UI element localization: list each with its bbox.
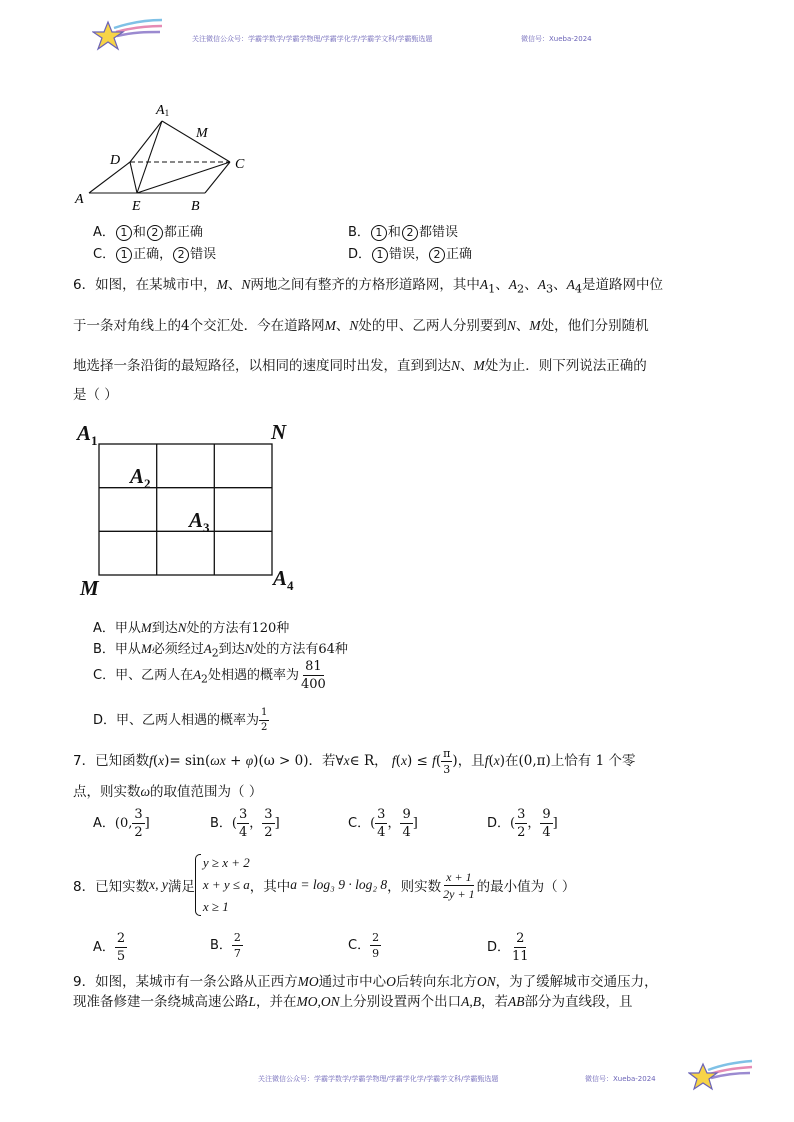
star-logo-header <box>92 16 164 56</box>
q9-line1: 9．如图，某城市有一条公路从正西方MO通过市中心O后转向东北方ON，为了缓解城市交通压力， <box>73 974 658 990</box>
q6-option-a[interactable]: A．甲从M到达N处的方法有120种 <box>93 620 290 636</box>
q5-option-b[interactable]: B． 1 和 2 都错误 <box>348 225 458 240</box>
q6-line1: 6．如图，在某城市中，M、N两地之间有整齐的方格形道路网，其中$A_1$、$A_2$、$A_3$、$A_4$是道路网中位 <box>73 277 664 296</box>
grid-label-M: M <box>80 576 99 600</box>
footer-wechat: 微信号：Xueba-2024 <box>585 1075 656 1083</box>
footer-text: 关注微信公众号：学霸学数学/学霸学物理/学霸学化学/学霸学文科/学霸甄选题 <box>258 1075 499 1083</box>
q7-option-d[interactable]: D．( $\frac{3}{2}$ ， $\frac{9}{4}$ ] <box>487 807 558 840</box>
label-D: D <box>110 153 121 168</box>
constraint-system: y ≥ x + 2 x + y ≤ a x ≥ 1 <box>195 852 250 918</box>
q5-option-c[interactable]: C． 1 正确， 2 错误 <box>93 247 217 262</box>
q8-option-d[interactable]: D． $\frac{2}{11}$ <box>487 931 529 964</box>
road-grid-figure <box>98 443 274 577</box>
label-A: A <box>75 192 84 207</box>
header-wechat: 微信号：Xueba-2024 <box>521 35 592 43</box>
fraction-1-2: $\frac{1}{2}$ <box>261 707 268 733</box>
label-M: M <box>196 126 208 141</box>
grid-label-A1: $A_1$ <box>77 421 98 449</box>
q8-stem: 8． 已知实数 x, y 满足 y ≥ x + 2 x + y ≤ a x ≥ 1 ，其中 a = log₃ 9 · log₂ 8 ，则实数 $\frac{x + 1}{2y + 1}$ 的最小值为（ ） <box>73 852 575 918</box>
q7-line2: 点，则实数ω的取值范围为（ ） <box>73 784 263 800</box>
q7-line1: 7．已知函数f(x)= sin(ωx + φ)(ω > 0)．若∀x∈ R， f(x) ≤ f( $\frac{\pi}{3}$ )，且f(x)在(0,π)上恰有 1 个零 <box>73 747 636 776</box>
q5-option-a[interactable]: A． 1 和 2 都正确 <box>93 225 203 240</box>
label-A1: A1 <box>156 103 170 118</box>
pyramid-figure <box>70 100 260 215</box>
q9-line2: 现准备修建一条绕城高速公路L，并在MO,ON上分别设置两个出口A,B，若AB部分为直线段，且 <box>73 994 633 1010</box>
q6-option-b[interactable]: B．甲从M必须经过$A_2$到达N处的方法有64种 <box>93 641 348 660</box>
fraction-81-400: $\frac{81}{400}$ <box>300 659 326 692</box>
q5-option-d[interactable]: D． 1 错误， 2 正确 <box>348 247 473 262</box>
q8-option-c[interactable]: C． $\frac{2}{9}$ <box>348 931 380 960</box>
q6-line4: 是（ ） <box>73 387 118 403</box>
q6-option-d[interactable]: D．甲、乙两人相遇的概率为 $\frac{1}{2}$ <box>93 707 268 733</box>
q6-line3: 地选择一条沿街的最短路径，以相同的速度同时出发，直到到达N、M处为止．则下列说法正确的 <box>73 358 647 374</box>
grid-label-N: N <box>271 420 287 444</box>
label-E: E <box>132 199 141 214</box>
q7-option-c[interactable]: C．( $\frac{3}{4}$ ， $\frac{9}{4}$ ] <box>348 807 418 840</box>
grid-label-A4: $A_4$ <box>273 566 294 594</box>
q6-line2: 于一条对角线上的4个交汇处．今在道路网M、N处的甲、乙两人分别要到N、M处，他们分别随机 <box>73 318 649 334</box>
q6-option-c[interactable]: C．甲、乙两人在$A_2$处相遇的概率为 $\frac{81}{400}$ <box>93 659 326 692</box>
label-C: C <box>235 157 245 172</box>
q7-option-b[interactable]: B．( $\frac{3}{4}$ ， $\frac{3}{2}$ ] <box>210 807 280 840</box>
star-logo-footer <box>688 1058 754 1096</box>
q8-option-b[interactable]: B． $\frac{2}{7}$ <box>210 931 241 960</box>
q7-option-a[interactable]: A．(0, $\frac{3}{2}$ ] <box>93 807 150 840</box>
label-B: B <box>191 199 200 214</box>
q8-option-a[interactable]: A． $\frac{2}{5}$ <box>93 931 126 964</box>
grid-label-A3: $A_3$ <box>189 508 210 536</box>
header-text: 关注微信公众号：学霸学数学/学霸学物理/学霸学化学/学霸学文科/学霸甄选题 <box>192 35 433 43</box>
grid-label-A2: $A_2$ <box>130 464 151 492</box>
